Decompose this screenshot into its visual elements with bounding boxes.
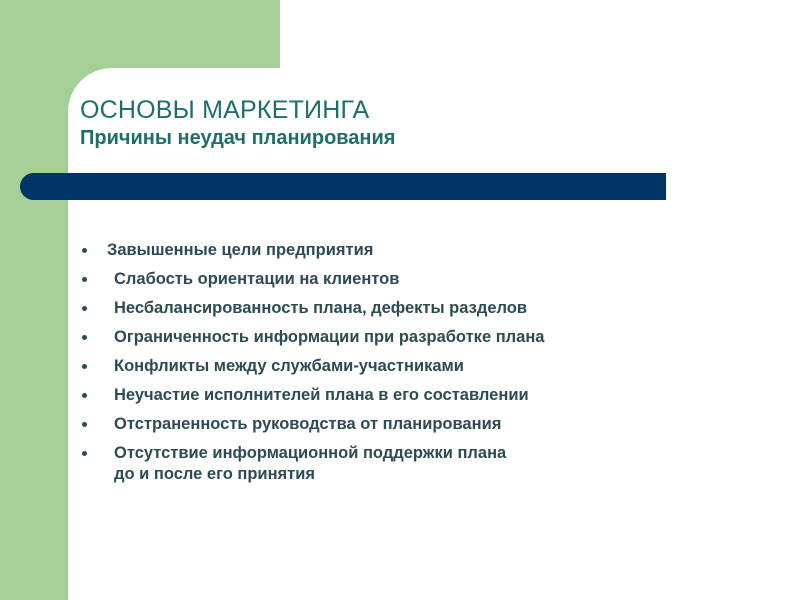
list-item-text: Конфликты между службами-участниками	[114, 357, 464, 375]
list-item	[82, 385, 544, 406]
slide-subtitle: Причины неудач планирования	[80, 127, 396, 149]
list-item	[82, 327, 544, 348]
slide-title: ОСНОВЫ МАРКЕТИНГА	[80, 96, 370, 124]
bullet-dot-icon	[82, 393, 87, 398]
list-item-text: Отсутствие информационной поддержки плана до и после его принятия	[114, 444, 507, 483]
bullet-dot-icon	[82, 277, 87, 282]
list-item	[82, 298, 544, 319]
bullet-dot-icon	[82, 364, 87, 369]
bullet-dot-icon	[82, 451, 87, 456]
divider-bar	[20, 173, 666, 200]
list-item	[82, 443, 544, 485]
list-item-text: Ограниченность информации при разработке плана	[114, 328, 545, 346]
list-item-text: Несбалансированность плана, дефекты разделов	[114, 299, 527, 317]
list-item-text: Слабость ориентации на клиентов	[114, 270, 400, 288]
list-item-text: Завышенные цели предприятия	[107, 241, 374, 259]
list-item	[82, 356, 544, 377]
bullet-dot-icon	[82, 422, 87, 427]
list-item	[82, 414, 544, 435]
bullet-dot-icon	[82, 306, 87, 311]
bullet-dot-icon	[82, 248, 87, 253]
bullet-list	[82, 240, 544, 493]
list-item	[82, 269, 544, 290]
title-block	[80, 95, 395, 150]
green-left-strip	[0, 0, 68, 600]
bullet-dot-icon	[82, 335, 87, 340]
list-item-text: Отстраненность руководства от планирования	[114, 415, 502, 433]
list-item	[82, 240, 544, 261]
list-item-text: Неучастие исполнителей плана в его составлении	[114, 386, 529, 404]
